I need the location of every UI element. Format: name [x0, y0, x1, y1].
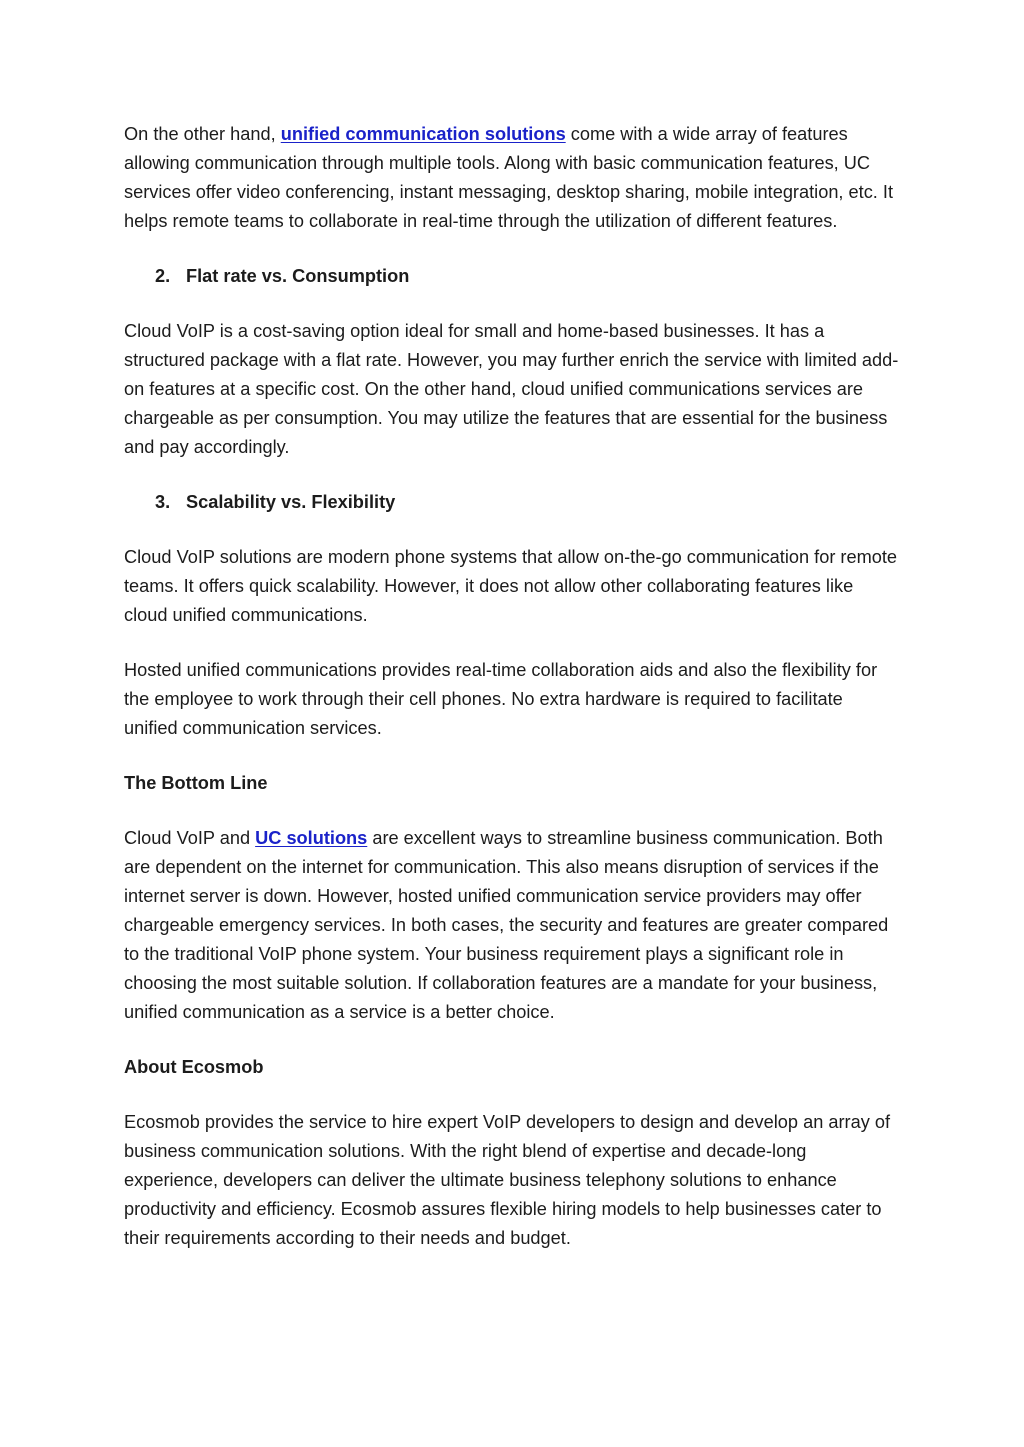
bottom-line-text-after: are excellent ways to streamline business communication. Both are dependent on the internet for communication. This also means disruption of services if the internet server is down. However, hosted unified communication service providers may offer chargeable emergency services. In both cases, the security and features are greater compared to the traditional VoIP phone system. Your business requirement plays a significant role in choosing the most suitable solution. If collaboration features are a mandate for your business, unified communication as a service is a better choice. — [124, 828, 889, 1022]
bottom-line-heading: The Bottom Line — [124, 773, 268, 793]
about-heading: About Ecosmob — [124, 1057, 264, 1077]
intro-paragraph — [124, 120, 900, 236]
flexibility-paragraph: Hosted unified communications provides real-time collaboration aids and also the flexibility for the employee to work through their cell phones. No extra hardware is required to facilitate unified communication services. — [124, 660, 878, 738]
intro-text-after: come with a wide array of features allowing communication through multiple tools. Along with basic communication features, UC services offer video conferencing, instant messaging, desktop sharing, mobile integration, etc. It helps remote teams to collaborate in real-time through the utilization of different features. — [124, 124, 894, 231]
flat-rate-paragraph: Cloud VoIP is a cost-saving option ideal for small and home-based businesses. It has a structured package with a flat rate. However, you may further enrich the service with limited add-on features at a specific cost. On the other hand, cloud unified communications services are chargeable as per consumption. You may utilize the features that are essential for the business and pay accordingly. — [124, 321, 899, 457]
uc-solutions-link[interactable]: UC solutions — [255, 828, 368, 848]
bottom-line-text-before: Cloud VoIP and — [124, 828, 256, 848]
list-number: 2. — [155, 266, 171, 286]
about-paragraph: Ecosmob provides the service to hire expert VoIP developers to design and develop an array of business communication solutions. With the right blend of expertise and decade-long experience, developers can deliver the ultimate business telephony solutions to enhance productivity and efficiency. Ecosmob assures flexible hiring models to help businesses cater to their requirements according to their needs and budget. — [124, 1112, 891, 1248]
section-title: Flat rate vs. Consumption — [186, 266, 410, 286]
section-heading-scalability — [124, 488, 900, 517]
section-title: Scalability vs. Flexibility — [186, 492, 396, 512]
bottom-line-paragraph — [124, 824, 900, 1027]
unified-communication-solutions-link[interactable]: unified communication solutions — [280, 124, 566, 144]
scalability-paragraph: Cloud VoIP solutions are modern phone systems that allow on-the-go communication for remote teams. It offers quick scalability. However, it does not allow other collaborating features like cloud unified communications. — [124, 547, 898, 625]
section-heading-flat-rate — [124, 262, 900, 291]
document-page — [124, 120, 900, 1279]
intro-text-before: On the other hand, — [124, 124, 281, 144]
list-number: 3. — [155, 492, 171, 512]
